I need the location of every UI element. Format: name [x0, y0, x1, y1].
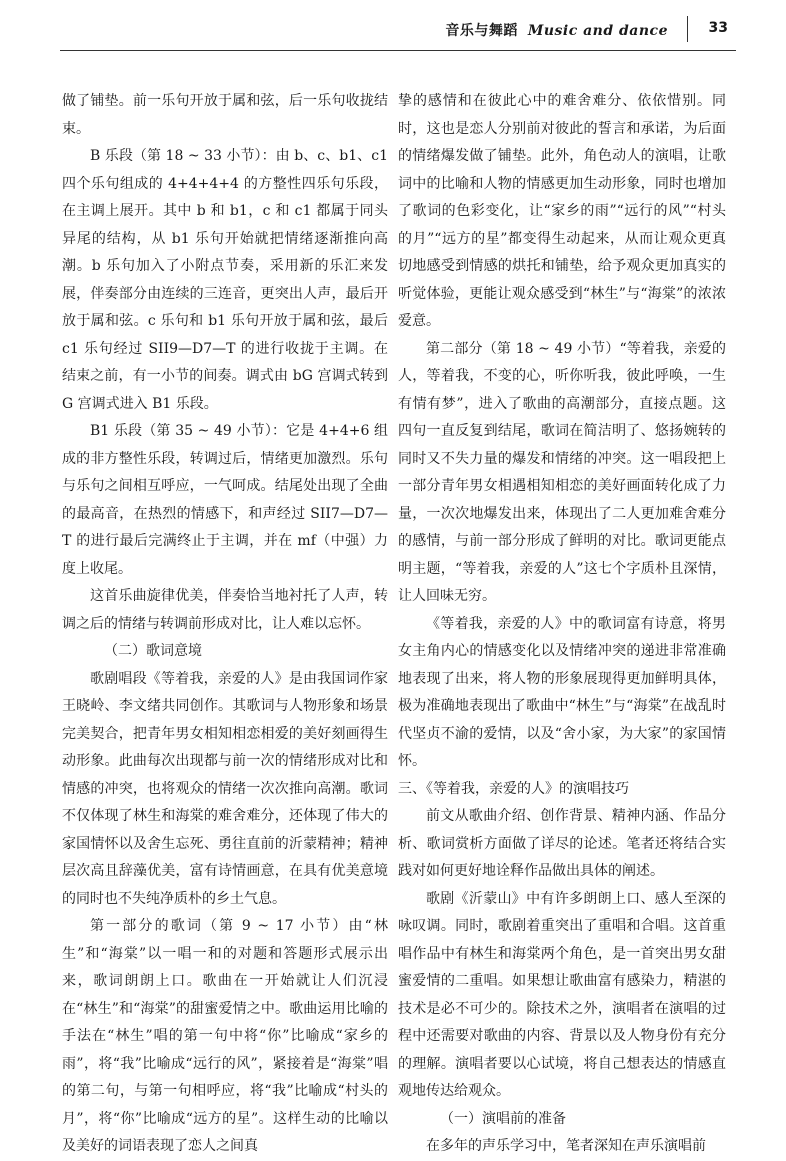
subsection-heading: （二）歌词意境 — [104, 643, 202, 659]
paragraph: 第二部分（第 18 ~ 49 小节）“等着我，亲爱的人，等着我，不变的心，听你听我，彼此呼唤，一生有情有梦”，进入了歌曲的高潮部分，直接点题。这四句一直反复到结尾，歌词在简洁明了、悠扬婉转的同时又不失力量的爆发和情绪的冲突。这一唱段把上一部分青年男女相遇相知相恋的美好画面转化成了力量，一次次地爆发出来，体现出了二人更加难舍难分的感情，与前一部分形成了鲜明的对比。歌词更能点明主题，“等着我，亲爱的人”这七个字质朴且深情，让人回味无穷。 — [398, 340, 726, 604]
journal-title — [445, 20, 668, 40]
paragraph: 这首乐曲旋律优美，伴奏恰当地衬托了人声，转调之后的情绪与转调前形成对比，让人难以忘怀。 — [62, 588, 388, 632]
paragraph: 歌剧唱段《等着我，亲爱的人》是由我国词作家王晓岭、李文绪共同创作。其歌词与人物形象和场景完美契合，把青年男女相知相恋相爱的美好刻画得生动形象。此曲每次出现都与前一次的情绪形成对比和情感的冲突，也将观众的情绪一次次推向高潮。歌词不仅体现了林生和海棠的难舍难分，还体现了伟大的家国情怀以及舍生忘死、勇往直前的沂蒙精神；精神层次高且辞藻优美，富有诗情画意，在具有优美意境的同时也不失纯净质朴的乡土气息。 — [62, 670, 388, 907]
paragraph: 前文从歌曲介绍、创作背景、精神内涵、作品分析、歌词赏析方面做了详尽的论述。笔者还将结合实践对如何更好地诠释作品做出具体的阐述。 — [398, 808, 726, 879]
paragraph: B 乐段（第 18 ~ 33 小节）：由 b、c、b1、c1 四个乐句组成的 4+4+4+4 的方整性四乐句乐段，在主调上展开。其中 b 和 b1，c 和 c1 都属于同头异尾的结构，从 b1 乐句开始就把情绪逐渐推向高潮。b 乐句加入了小附点节奏，采用新的乐汇来发展，伴奏部分由连续的三连音，更突出人声，最后开放于属和弦。c 乐句和 b1 乐句开放于属和弦，最后 c1 乐句经过 SII9—D7—T 的进行收拢于主调。在结束之前，有一小节的间奏。调式由 bG 宫调式转到 G 宫调式进入 B1 乐段。 — [62, 148, 388, 412]
paragraph: 做了铺垫。前一乐句开放于属和弦，后一乐句收拢结束。 — [62, 93, 388, 137]
paragraph: 在多年的声乐学习中，笔者深知在声乐演唱前 — [426, 1138, 706, 1154]
paragraph: 挚的感情和在彼此心中的难舍难分、依依惜别。同时，这也是恋人分别前对彼此的誓言和承诺，为后面的情绪爆发做了铺垫。此外，角色动人的演唱，让歌词中的比喻和人物的情感更加生动形象，同时也增加了歌词的色彩变化，让“家乡的雨”“远行的风”“村头的月”“远方的星”都变得生动起来，从而让观众更真切地感受到情感的烘托和铺垫，给予观众更加真实的听觉体验，更能让观众感受到“林生”与“海棠”的浓浓爱意。 — [398, 93, 726, 329]
journal-title-en: Music and dance — [527, 23, 668, 39]
left-column — [62, 88, 388, 1161]
page-header — [0, 0, 786, 68]
header-separator — [687, 16, 688, 42]
page-number: 33 — [708, 20, 728, 36]
journal-title-cn: 音乐与舞蹈 — [445, 23, 518, 39]
paragraph: 歌剧《沂蒙山》中有许多朗朗上口、感人至深的咏叹调。同时，歌剧着重突出了重唱和合唱。这首重唱作品中有林生和海棠两个角色，是一首突出男女甜蜜爱情的二重唱。如果想让歌曲富有感染力，精湛的技术是必不可少的。除技术之外，演唱者在演唱的过程中还需要对歌曲的内容、背景以及人物身份有充分的理解。演唱者要以心试境，将自己想表达的情感直观地传达给观众。 — [398, 890, 726, 1099]
paragraph: B1 乐段（第 35 ~ 49 小节）：它是 4+4+6 组成的非方整性乐段，转调过后，情绪更加激烈。乐句与乐句之间相互呼应，一气呵成。结尾处出现了全曲的最高音，在热烈的情感下，和声经过 SII7—D7—T 的进行最后完满终止于主调，并在 mf（中强）力度上收尾。 — [62, 423, 388, 577]
right-column — [398, 88, 726, 1161]
paragraph: 第一部分的歌词（第 9 ~ 17 小节）由“林生”和“海棠”以一唱一和的对题和答题形式展示出来，歌词朗朗上口。歌曲在一开始就让人们沉浸在“林生”和“海棠”的甜蜜爱情之中。歌曲运用比喻的手法在“林生”唱的第一句中将“你”比喻成“家乡的雨”，将“我”比喻成“远行的风”，紧接着是“海棠”唱的第二句，与第一句相呼应，将“我”比喻成“村头的月”，将“你”比喻成“远方的星”。这样生动的比喻以及美好的词语表现了恋人之间真 — [62, 918, 388, 1154]
subsection-heading: （一）演唱前的准备 — [440, 1110, 566, 1127]
header-rule — [60, 50, 736, 51]
paragraph: 《等着我，亲爱的人》中的歌词富有诗意，将男女主角内心的情感变化以及情绪冲突的递进非常准确地表现了出来，将人物的形象展现得更加鲜明具体，极为准确地表现出了歌曲中“林生”与“海棠”在战乱时代坚贞不渝的爱情，以及“舍小家，为大家”的家国情怀。 — [398, 615, 726, 769]
section-heading: 三、《等着我，亲爱的人》的演唱技巧 — [398, 780, 629, 797]
